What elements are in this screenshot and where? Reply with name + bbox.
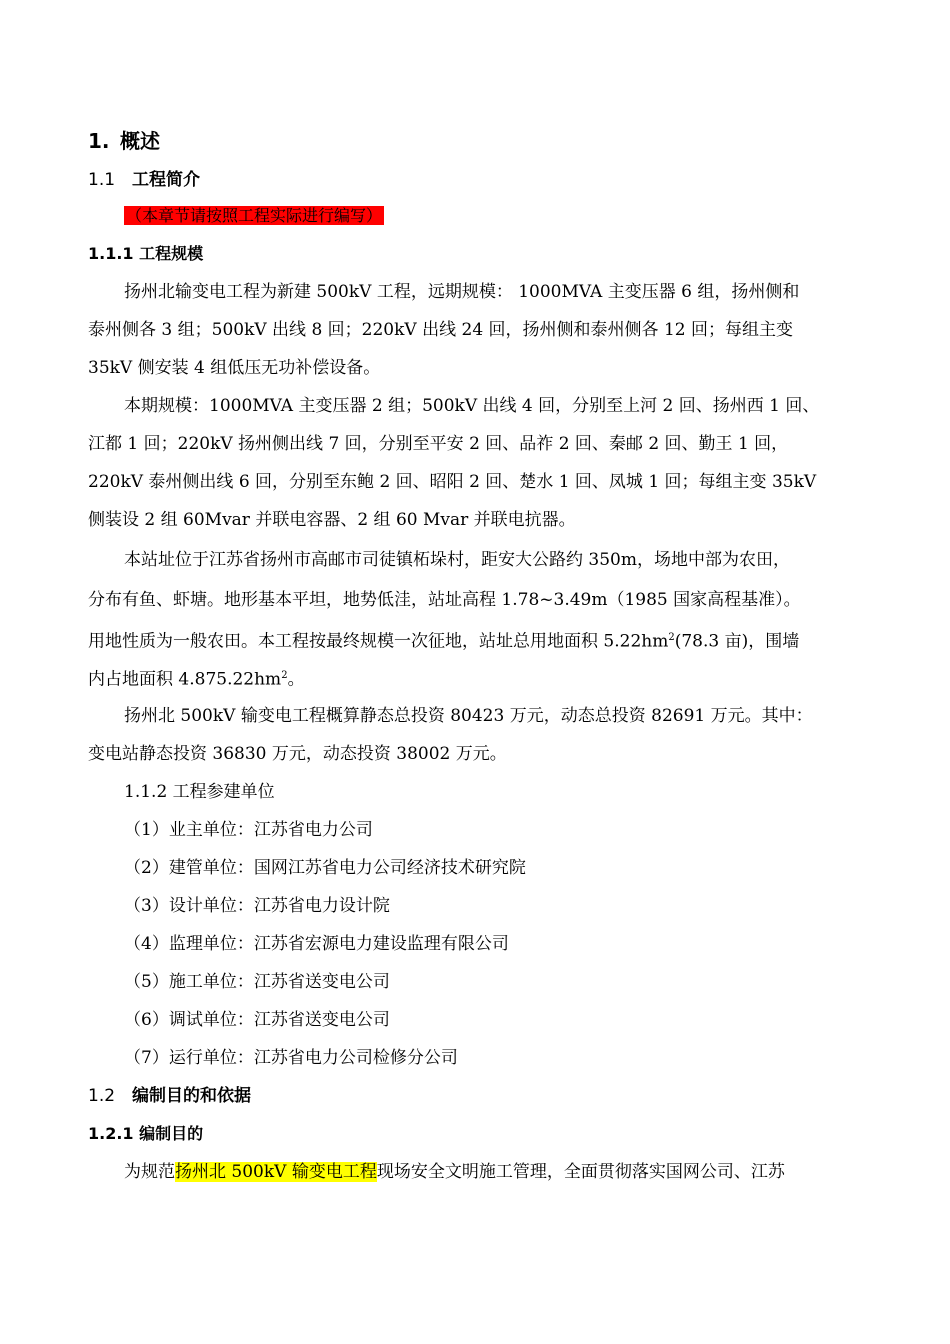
text-run: 用地性质为一般农田。本工程按最终规模一次征地，站址总用地面积 5.22hm bbox=[88, 631, 669, 652]
heading-1-1-2: 1.1.2 工程参建单位 bbox=[124, 782, 275, 802]
paragraph-line: 本站址位于江苏省扬州市高邮市司徒镇柘垛村，距安大公路约 350m，场地中部为农田， bbox=[124, 550, 790, 570]
paragraph-line bbox=[88, 626, 799, 654]
heading-1 bbox=[88, 128, 160, 154]
text-run: 内占地面积 4.875.22hm bbox=[88, 669, 282, 690]
superscript: 2 bbox=[668, 632, 675, 643]
text-run: (78.3 亩)，围墙 bbox=[674, 631, 800, 652]
list-item: （1）业主单位：江苏省电力公司 bbox=[124, 820, 373, 840]
heading-1-2-1: 1.2.1 编制目的 bbox=[88, 1124, 204, 1143]
heading-title: 编制目的和依据 bbox=[132, 1086, 251, 1106]
text-run: 。 bbox=[287, 669, 305, 690]
superscript: 2 bbox=[281, 670, 288, 681]
paragraph-line: 本期规模：1000MVA 主变压器 2 组；500kV 出线 4 回，分别至上河 2 回、扬州西 1 回、 bbox=[124, 396, 820, 416]
paragraph-line: 侧装设 2 组 60Mvar 并联电容器、2 组 60 Mvar 并联电抗器。 bbox=[88, 510, 576, 530]
highlighted-project-name: 扬州北 500kV 输变电工程 bbox=[175, 1162, 377, 1182]
list-item: （6）调试单位：江苏省送变电公司 bbox=[124, 1010, 390, 1030]
paragraph-line: 220kV 泰州侧出线 6 回，分别至东鲍 2 回、昭阳 2 回、楚水 1 回、凤城 1 回；每组主变 35kV bbox=[88, 472, 817, 492]
heading-1-2 bbox=[88, 1084, 251, 1108]
heading-number: 1. bbox=[88, 129, 110, 153]
paragraph-line bbox=[88, 664, 305, 692]
paragraph-line bbox=[124, 1160, 785, 1184]
paragraph-line: 35kV 侧安装 4 组低压无功补偿设备。 bbox=[88, 358, 381, 378]
editing-note bbox=[124, 204, 384, 228]
text-run: 现场安全文明施工管理，全面贯彻落实国网公司、江苏 bbox=[376, 1162, 785, 1182]
list-item: （7）运行单位：江苏省电力公司检修分公司 bbox=[124, 1048, 458, 1068]
list-item: （2）建管单位：国网江苏省电力公司经济技术研究院 bbox=[124, 858, 526, 878]
paragraph-line: 扬州北 500kV 输变电工程概算静态总投资 80423 万元，动态总投资 82691 万元。其中： bbox=[124, 706, 813, 726]
paragraph-line: 扬州北输变电工程为新建 500kV 工程，远期规模： 1000MVA 主变压器 6 组，扬州侧和 bbox=[124, 282, 800, 302]
list-item: （3）设计单位：江苏省电力设计院 bbox=[124, 896, 390, 916]
paragraph-line: 分布有鱼、虾塘。地形基本平坦，地势低洼，站址高程 1.78~3.49m（1985 国家高程基准）。 bbox=[88, 590, 801, 610]
text-run: 为规范 bbox=[124, 1162, 175, 1182]
heading-number: 1.1 bbox=[88, 170, 116, 190]
paragraph-line: 泰州侧各 3 组；500kV 出线 8 回；220kV 出线 24 回，扬州侧和泰州侧各 12 回；每组主变 bbox=[88, 320, 793, 340]
heading-number: 1.2 bbox=[88, 1086, 116, 1106]
list-item: （4）监理单位：江苏省宏源电力建设监理有限公司 bbox=[124, 934, 509, 954]
heading-1-1-1: 1.1.1 工程规模 bbox=[88, 244, 204, 263]
heading-1-1 bbox=[88, 168, 200, 192]
heading-title: 概述 bbox=[120, 129, 160, 153]
heading-title: 工程简介 bbox=[132, 170, 200, 190]
list-item: （5）施工单位：江苏省送变电公司 bbox=[124, 972, 390, 992]
red-highlight-note: （本章节请按照工程实际进行编写） bbox=[126, 206, 383, 225]
paragraph-line: 江都 1 回；220kV 扬州侧出线 7 回，分别至平安 2 回、品祚 2 回、秦邮 2 回、勤王 1 回， bbox=[88, 434, 789, 454]
paragraph-line: 变电站静态投资 36830 万元，动态投资 38002 万元。 bbox=[88, 744, 507, 764]
